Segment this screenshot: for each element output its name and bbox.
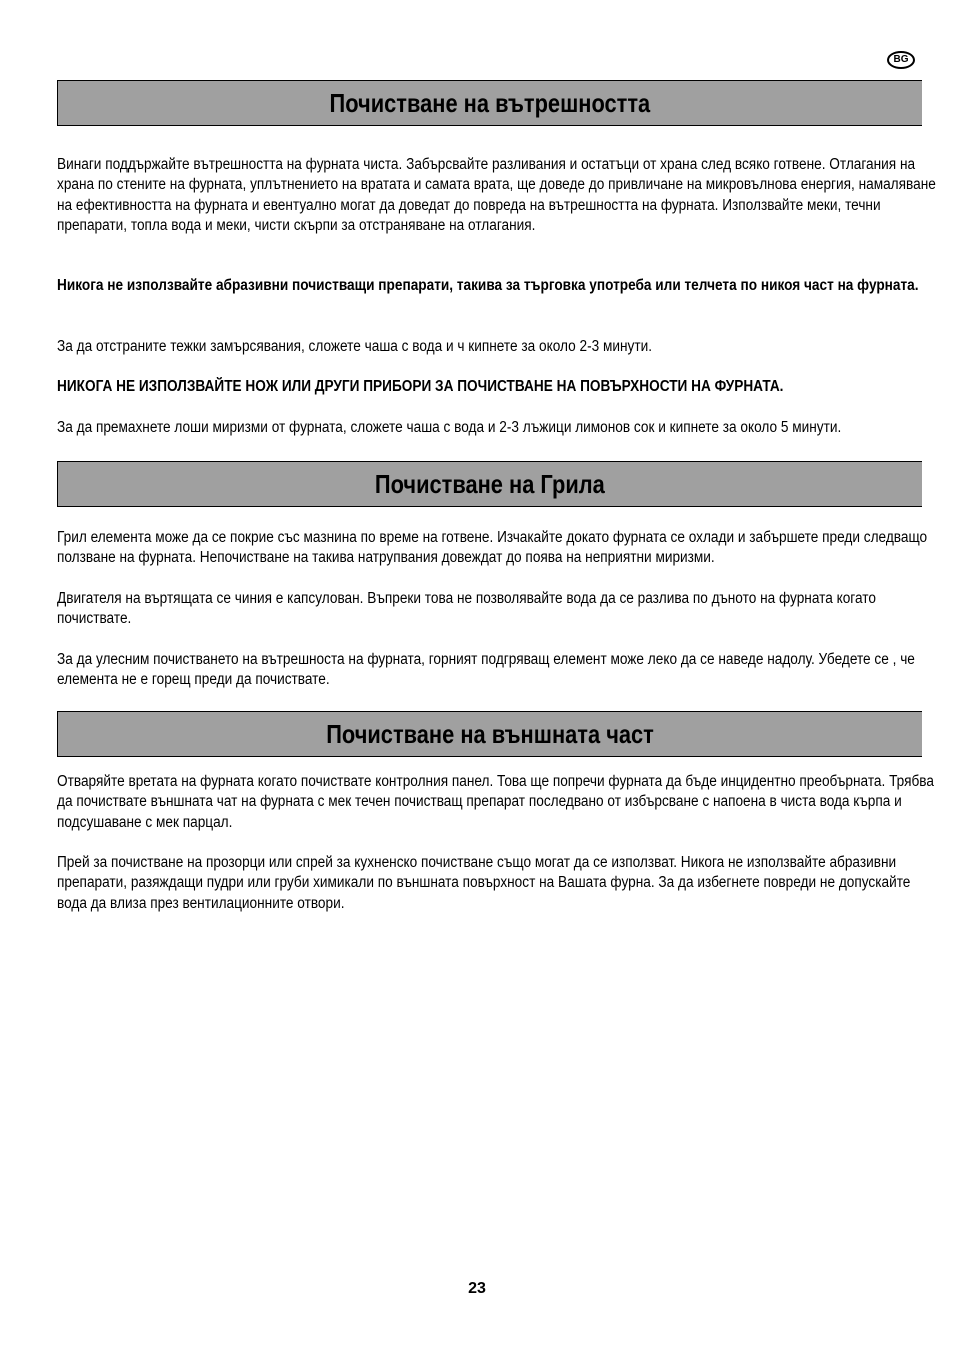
paragraph-interior-warning: Никога не използвайте абразивни почистващи препарати, такива за търговка употреба или телчета по никоя част на фурната. [57,277,919,294]
section-title-interior: Почистване на вътрешността [329,87,651,118]
paragraph-exterior-cleaning: Отваряйте вретата на фурната когато почиствате контролния панел. Това ще попречи фурната да бъде инцидентно преобърната. Трябва да почиствате външната чат на фурната с мек течен почистващ препарат последвано от избърсване с напоена в чиста вода кърпа и подсушаване с мек парцал. [57,773,934,831]
paragraph-grill-heating-element: За да улесним почистването на вътрешноста на фурната, горният подгряващ елемент може леко да се наведе надолу. Убедете се , че елемента не е горещ преди да почиствате. [57,651,915,689]
paragraph-interior-odors: За да премахнете лоши миризми от фурната, сложете чаша с вода и 2-3 лъжици лимонов сок и кипнете за около 5 минути. [57,419,842,436]
section-title-exterior: Почистване на външната част [326,718,654,749]
paragraph-exterior-sprays: Прей за почистване на прозорци или спрей за кухненско почистване също могат да се използват. Никога не използвайте абразивни препарати, разяждащи пудри или груби химикали по външната повърхност на Вашата фурна. За да избегнете повреди не допускайте вода да влиза през вентилационните отвори. [57,854,911,912]
section-header-grill [57,461,922,507]
paragraph-interior-intro: Винаги поддържайте вътрешността на фурната чиста. Забърсвайте разливания и остатъци от храна след всяко готвене. Отлагания на храна по стените на фурната, уплътнението на вратата и самата врата, ще доведе до привличане на микровълнова енергия, намаляване на ефективността на фурната и евентуално могат да доведат до повреда на вътрешността на фурната. Използвайте меки, течни препарати, топла вода и меки, чисти скърпи за отстраняване на отлагания. [57,156,936,234]
page-number: 23 [468,1280,486,1297]
section-title-grill: Почистване на Грила [375,468,605,499]
paragraph-interior-knife-warning: НИКОГА НЕ ИЗПОЛЗВАЙТЕ НОЖ ИЛИ ДРУГИ ПРИБОРИ ЗА ПОЧИСТВАНЕ НА ПОВЪРХНОСТИ НА ФУРНАТА. [57,378,784,395]
paragraph-grill-motor: Двигателя на въртящата се чиния е капсулован. Въпреки това не позволявайте вода да се разлива по дъното на фурната когато почиствате. [57,590,876,628]
paragraph-interior-heavy-dirt: За да отстраните тежки замърсявания, сложете чаша с вода и ч кипнете за около 2-3 минути. [57,338,653,355]
section-header-exterior [57,711,922,757]
section-header-interior [57,80,922,126]
language-badge: BG [887,51,915,69]
paragraph-grill-grease: Грил елемента може да се покрие със мазнина по време на готвене. Изчакайте докато фурната се охлади и забършете преди следващо ползване на фурната. Непочистване на такива натрупвания довеждат до поява на неприятни миризми. [57,529,928,567]
